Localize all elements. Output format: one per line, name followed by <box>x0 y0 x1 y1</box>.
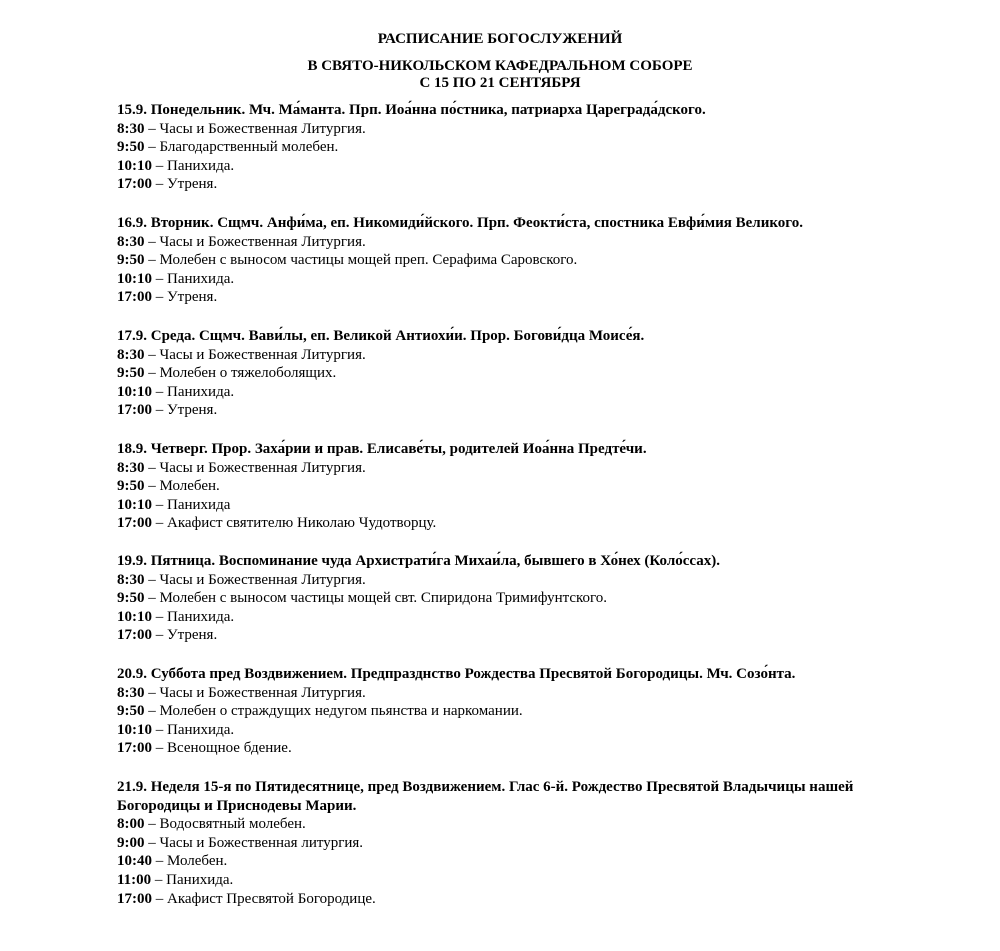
service-description: – Часы и Божественная Литургия. <box>144 459 366 476</box>
service-time: 17:00 <box>117 176 152 193</box>
day-block-16-9 <box>117 214 937 307</box>
service-time: 9:50 <box>117 590 145 607</box>
service-description: – Молебен о страждущих недугом пьянства и наркомании. <box>144 703 523 720</box>
service-description: – Акафист Пресвятой Богородице. <box>152 890 376 907</box>
service-time: 8:00 <box>117 816 145 833</box>
day-block-19-9 <box>117 552 937 645</box>
service-entry <box>117 834 937 853</box>
day-heading: 15.9. Понедельник. Мч. Ма́манта. Прп. Иоа́нна по́стника, патриарха Цареграда́дского. <box>117 102 706 118</box>
day-heading: 18.9. Четверг. Прор. Заха́рии и прав. Елисаве́ты, родителей Иоа́нна Предте́чи. <box>117 441 647 457</box>
document-title: РАСПИСАНИЕ БОГОСЛУЖЕНИЙ <box>377 31 623 47</box>
service-description: – Молебен с выносом частицы мощей свт. Спиридона Тримифунтского. <box>144 590 608 607</box>
service-entry <box>117 739 937 758</box>
service-time: 9:50 <box>117 139 145 156</box>
service-description: – Панихида. <box>152 383 235 400</box>
service-time: 10:10 <box>117 496 152 513</box>
service-time: 8:30 <box>117 346 145 363</box>
service-description: – Часы и Божественная Литургия. <box>144 571 366 588</box>
service-description: – Молебен о тяжелоболящих. <box>144 365 337 382</box>
service-time: 9:50 <box>117 703 145 720</box>
service-time: 8:30 <box>117 233 145 250</box>
service-description: – Панихида. <box>152 270 235 287</box>
day-block-21-9 <box>117 778 937 908</box>
service-description: – Панихида. <box>151 871 234 888</box>
day-heading: 16.9. Вторник. Сщмч. Анфи́ма, еп. Никомиди́йского. Прп. Феокти́ста, спостника Евфи́мия Великого. <box>117 215 803 231</box>
day-heading: 17.9. Среда. Сщмч. Вави́лы, еп. Великой Антиохи́и. Прор. Богови́дца Моисе́я. <box>117 328 645 344</box>
service-entry <box>117 608 937 627</box>
service-description: – Утреня. <box>152 627 218 644</box>
service-entry <box>117 477 937 496</box>
service-description: – Часы и Божественная Литургия. <box>144 684 366 701</box>
service-description: – Утреня. <box>152 402 218 419</box>
service-entry <box>117 288 937 307</box>
day-block-15-9 <box>117 101 937 194</box>
date-range: С 15 ПО 21 СЕНТЯБРЯ <box>419 75 581 91</box>
service-entry <box>117 251 937 270</box>
service-entry <box>117 120 937 139</box>
service-description: – Часы и Божественная литургия. <box>144 834 364 851</box>
service-description: – Благодарственный молебен. <box>144 139 339 156</box>
service-time: 10:40 <box>117 853 152 870</box>
service-entry <box>117 157 937 176</box>
day-heading: 20.9. Суббота пред Воздвижением. Предпразднство Рождества Пресвятой Богородицы. Мч. Созо́нта. <box>117 666 796 682</box>
service-time: 8:30 <box>117 571 145 588</box>
service-entry <box>117 626 937 645</box>
service-description: – Водосвятный молебен. <box>144 816 306 833</box>
service-time: 9:50 <box>117 478 145 495</box>
service-entry <box>117 815 937 834</box>
service-time: 9:50 <box>117 365 145 382</box>
day-block-17-9 <box>117 327 937 420</box>
service-entry <box>117 514 937 533</box>
service-entry <box>117 890 937 909</box>
service-time: 10:10 <box>117 608 152 625</box>
service-entry <box>117 871 937 890</box>
service-entry <box>117 175 937 194</box>
service-entry <box>117 346 937 365</box>
service-entry <box>117 401 937 420</box>
service-time: 17:00 <box>117 890 152 907</box>
service-time: 17:00 <box>117 289 152 306</box>
service-entry <box>117 852 937 871</box>
service-entry <box>117 702 937 721</box>
service-description: – Панихида. <box>152 157 235 174</box>
service-description: – Молебен. <box>144 478 220 495</box>
service-description: – Утреня. <box>152 176 218 193</box>
service-entry <box>117 571 937 590</box>
service-time: 8:30 <box>117 684 145 701</box>
service-entry <box>117 459 937 478</box>
service-time: 9:00 <box>117 834 145 851</box>
service-description: – Всенощное бдение. <box>152 740 292 757</box>
service-entry <box>117 684 937 703</box>
service-description: – Акафист святителю Николаю Чудотворцу. <box>152 515 437 532</box>
service-time: 8:30 <box>117 459 145 476</box>
service-time: 9:50 <box>117 252 145 269</box>
service-time: 17:00 <box>117 402 152 419</box>
service-entry <box>117 721 937 740</box>
service-entry <box>117 383 937 402</box>
service-time: 10:10 <box>117 721 152 738</box>
service-entry <box>117 589 937 608</box>
service-description: – Молебен с выносом частицы мощей преп. Серафима Саровского. <box>144 252 578 269</box>
service-description: – Панихида. <box>152 608 235 625</box>
service-description: – Панихида. <box>152 721 235 738</box>
service-time: 10:10 <box>117 157 152 174</box>
service-description: – Утреня. <box>152 289 218 306</box>
service-description: – Панихида <box>152 496 231 513</box>
day-heading: 21.9. Неделя 15-я по Пятидесятнице, пред Воздвижением. Глас 6-й. Рождество Пресвятой Владычицы нашей Богородицы и Приснодевы Марии. <box>117 779 854 814</box>
service-time: 11:00 <box>117 871 152 888</box>
service-description: – Часы и Божественная Литургия. <box>144 346 366 363</box>
day-block-20-9 <box>117 665 937 758</box>
service-entry <box>117 233 937 252</box>
service-time: 17:00 <box>117 627 152 644</box>
day-heading: 19.9. Пятница. Воспоминание чуда Архистрати́га Михаи́ла, бывшего в Хо́нех (Коло́ссах). <box>117 553 720 569</box>
service-entry <box>117 496 937 515</box>
service-time: 17:00 <box>117 515 152 532</box>
service-description: – Часы и Божественная Литургия. <box>144 120 366 137</box>
service-description: – Часы и Божественная Литургия. <box>144 233 366 250</box>
cathedral-name: В СВЯТО-НИКОЛЬСКОМ КАФЕДРАЛЬНОМ СОБОРЕ <box>307 58 693 74</box>
service-time: 8:30 <box>117 120 145 137</box>
service-time: 10:10 <box>117 383 152 400</box>
service-description: – Молебен. <box>152 853 228 870</box>
service-entry <box>117 364 937 383</box>
service-entry <box>117 270 937 289</box>
service-time: 17:00 <box>117 740 152 757</box>
service-time: 10:10 <box>117 270 152 287</box>
service-entry <box>117 138 937 157</box>
day-block-18-9 <box>117 440 937 533</box>
